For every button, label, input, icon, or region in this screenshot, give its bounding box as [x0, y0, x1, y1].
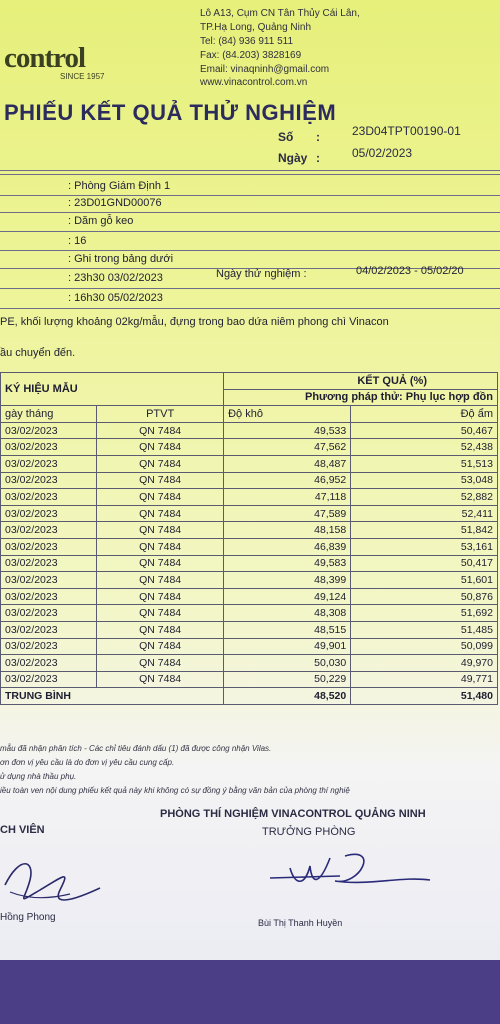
table-row [1, 671, 498, 688]
report-date: 05/02/2023 [352, 146, 413, 160]
so-label: Số [278, 130, 294, 144]
date-cell: 03/02/2023 [1, 671, 97, 688]
dokho-cell: 46,839 [224, 538, 351, 555]
dokho-cell: 48,515 [224, 621, 351, 638]
photo-shadow [0, 960, 500, 1024]
row-line [0, 195, 500, 196]
dokho-cell: 48,399 [224, 572, 351, 589]
dokho-cell: 47,589 [224, 505, 351, 522]
date-cell: 03/02/2023 [1, 538, 97, 555]
date-cell: 03/02/2023 [1, 439, 97, 456]
date-cell: 03/02/2023 [1, 522, 97, 539]
ptvt-subheader: PTVT [97, 406, 224, 423]
date-cell: 03/02/2023 [1, 555, 97, 572]
header-divider [0, 170, 500, 171]
ptvt-cell: QN 7484 [97, 621, 224, 638]
dokho-cell: 48,487 [224, 455, 351, 472]
phone-line: Tel: (84) 936 911 511 [200, 36, 294, 47]
dokho-cell: 47,118 [224, 489, 351, 506]
ptvt-cell: QN 7484 [97, 605, 224, 622]
technician-signature [0, 850, 110, 910]
table-row [1, 655, 498, 672]
ptvt-cell: QN 7484 [97, 439, 224, 456]
date-cell: 03/02/2023 [1, 472, 97, 489]
table-row [1, 439, 498, 456]
doam-cell: 50,876 [351, 588, 498, 605]
ptvt-cell: QN 7484 [97, 588, 224, 605]
date-cell: 03/02/2023 [1, 638, 97, 655]
table-row [1, 472, 498, 489]
table-row [1, 422, 498, 439]
info-received-time: : 23h30 03/02/2023 [68, 272, 163, 284]
doam-subheader: Độ ẩm [351, 406, 498, 423]
dokho-subheader: Độ khô [224, 406, 351, 423]
logo-tagline: SINCE 1957 [60, 72, 105, 81]
table-row [1, 638, 498, 655]
date-cell: 03/02/2023 [1, 489, 97, 506]
ptvt-cell: QN 7484 [97, 671, 224, 688]
table-row [1, 572, 498, 589]
date-cell: 03/02/2023 [1, 621, 97, 638]
average-row [1, 688, 498, 705]
average-dokho: 48,520 [224, 688, 351, 705]
fax-line: Fax: (84.203) 3828169 [200, 50, 302, 61]
row-line [0, 308, 500, 309]
lab-name: PHÒNG THÍ NGHIỆM VINACONTROL QUẢNG NINH [160, 808, 426, 820]
ptvt-cell: QN 7484 [97, 538, 224, 555]
doam-cell: 52,438 [351, 439, 498, 456]
ptvt-cell: QN 7484 [97, 455, 224, 472]
technician-title: CH VIÊN [0, 824, 45, 836]
info-sample-count: : 16 [68, 235, 87, 247]
dokho-cell: 49,124 [224, 588, 351, 605]
date-cell: 03/02/2023 [1, 505, 97, 522]
technician-name: Hồng Phong [0, 912, 56, 923]
result-header: KẾT QUẢ (%) [224, 373, 498, 390]
date-cell: 03/02/2023 [1, 422, 97, 439]
average-label: TRUNG BÌNH [1, 688, 224, 705]
sample-note-line-1: PE, khối lượng khoảng 02kg/mẫu, đựng trong bao dứa niêm phong chì Vinacon [0, 316, 389, 328]
footnote-3: ử dụng nhà thầu phụ. [0, 772, 77, 781]
date-cell: 03/02/2023 [1, 655, 97, 672]
table-row [1, 505, 498, 522]
doam-cell: 51,485 [351, 621, 498, 638]
info-department: : Phòng Giám Định 1 [68, 180, 171, 192]
doam-cell: 53,048 [351, 472, 498, 489]
doam-cell: 49,771 [351, 671, 498, 688]
dokho-cell: 46,952 [224, 472, 351, 489]
manager-name: Bùi Thị Thanh Huyền [258, 918, 343, 928]
info-sample-marks: : Ghi trong bảng dưới [68, 253, 174, 265]
ptvt-cell: QN 7484 [97, 472, 224, 489]
row-line [0, 212, 500, 213]
doam-cell: 49,970 [351, 655, 498, 672]
doam-cell: 50,417 [351, 555, 498, 572]
ngay-label: Ngày [278, 151, 308, 165]
footnote-2: ơn đơn vị yêu cầu là do đơn vị yêu cầu cung cấp. [0, 758, 175, 767]
table-row [1, 538, 498, 555]
test-date-value: 04/02/2023 - 05/02/20 [356, 265, 464, 277]
table-row [1, 489, 498, 506]
row-line [0, 231, 500, 232]
table-row [1, 621, 498, 638]
manager-title: TRƯỞNG PHÒNG [262, 826, 356, 838]
ptvt-cell: QN 7484 [97, 522, 224, 539]
date-subheader: gày tháng [1, 406, 97, 423]
ngay-colon: : [316, 151, 320, 165]
date-cell: 03/02/2023 [1, 605, 97, 622]
dokho-cell: 47,562 [224, 439, 351, 456]
doam-cell: 51,692 [351, 605, 498, 622]
doam-cell: 52,882 [351, 489, 498, 506]
table-row [1, 588, 498, 605]
dokho-cell: 49,583 [224, 555, 351, 572]
doam-cell: 52,411 [351, 505, 498, 522]
table-row [1, 555, 498, 572]
document-title: PHIẾU KẾT QUẢ THỬ NGHIỆM [4, 100, 337, 125]
info-code: : 23D01GND00076 [68, 197, 162, 209]
dokho-cell: 50,229 [224, 671, 351, 688]
doam-cell: 51,513 [351, 455, 498, 472]
doam-cell: 50,099 [351, 638, 498, 655]
header-divider-2 [0, 174, 500, 175]
ptvt-cell: QN 7484 [97, 638, 224, 655]
ptvt-cell: QN 7484 [97, 555, 224, 572]
date-cell: 03/02/2023 [1, 455, 97, 472]
doam-cell: 50,467 [351, 422, 498, 439]
manager-signature [250, 846, 450, 896]
email-line: Email: vinaqninh@gmail.com [200, 64, 330, 75]
ptvt-cell: QN 7484 [97, 422, 224, 439]
footnote-4: iều toàn ven nội dung phiếu kết quả này khi không có sự đồng ý bằng văn bản của phòng thí nghiệ [0, 786, 350, 795]
date-cell: 03/02/2023 [1, 588, 97, 605]
company-logo: control [4, 42, 86, 74]
so-colon: : [316, 130, 320, 144]
table-row [1, 605, 498, 622]
row-line [0, 250, 500, 251]
info-sample-name: : Dăm gỗ keo [68, 215, 134, 227]
table-row [1, 522, 498, 539]
ptvt-cell: QN 7484 [97, 489, 224, 506]
dokho-cell: 49,533 [224, 422, 351, 439]
row-line [0, 288, 500, 289]
sample-note-line-2: ầu chuyển đến. [0, 347, 76, 359]
average-doam: 51,480 [351, 688, 498, 705]
footnote-1: mẫu đã nhận phân tích - Các chỉ tiêu đánh dấu (1) đã được công nhận Vilas. [0, 744, 272, 753]
ptvt-cell: QN 7484 [97, 572, 224, 589]
results-table [0, 372, 498, 705]
sample-id-header: KÝ HIỆU MẪU [1, 373, 224, 406]
info-result-time: : 16h30 05/02/2023 [68, 292, 163, 304]
date-cell: 03/02/2023 [1, 572, 97, 589]
doam-cell: 51,601 [351, 572, 498, 589]
test-date-label: Ngày thử nghiệm : [216, 268, 307, 280]
address-line-2: TP.Hạ Long, Quảng Ninh [200, 22, 312, 33]
method-header: Phương pháp thử: Phụ lục hợp đồn [224, 389, 498, 406]
doam-cell: 53,161 [351, 538, 498, 555]
dokho-cell: 48,158 [224, 522, 351, 539]
ptvt-cell: QN 7484 [97, 655, 224, 672]
dokho-cell: 48,308 [224, 605, 351, 622]
ptvt-cell: QN 7484 [97, 505, 224, 522]
dokho-cell: 50,030 [224, 655, 351, 672]
table-row [1, 455, 498, 472]
website-line: www.vinacontrol.com.vn [200, 77, 308, 88]
dokho-cell: 49,901 [224, 638, 351, 655]
address-line-1: Lô A13, Cụm CN Tân Thủy Cái Lân, [200, 8, 360, 19]
doam-cell: 51,842 [351, 522, 498, 539]
report-number: 23D04TPT00190-01 [352, 124, 461, 138]
